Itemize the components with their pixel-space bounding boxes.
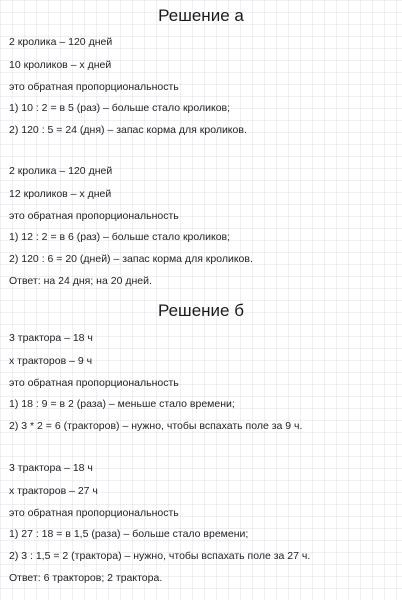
text-line: 1) 10 : 2 = в 5 (раз) – больше стало кроликов; xyxy=(9,102,231,114)
text-line: 2 кролика – 120 дней xyxy=(9,36,113,48)
heading-solution-a: Решение а xyxy=(158,6,244,25)
text-line: это обратная пропорциональность xyxy=(9,81,179,93)
text-line: это обратная пропорциональность xyxy=(9,210,179,222)
text-line: 1) 12 : 2 = в 6 (раз) – больше стало кроликов; xyxy=(9,231,231,243)
text-line: 12 кроликов – x дней xyxy=(9,188,112,200)
heading-solution-b: Решение б xyxy=(158,301,244,320)
text-line: 2) 120 : 6 = 20 (дней) – запас корма для кроликов. xyxy=(9,253,253,265)
text-line: 1) 18 : 9 = в 2 (раза) – меньше стало времени; xyxy=(9,398,235,410)
text-line: 2) 3 : 1,5 = 2 (трактора) – нужно, чтобы вспахать поле за 27 ч. xyxy=(9,550,311,562)
text-line: x тракторов – 9 ч xyxy=(9,355,93,367)
text-line: 2) 3 * 2 = 6 (тракторов) – нужно, чтобы вспахать поле за 9 ч. xyxy=(9,420,303,432)
text-line: 1) 27 : 18 = в 1,5 (раза) – больше стало времени; xyxy=(9,528,249,540)
text-line: x тракторов – 27 ч xyxy=(9,485,98,497)
text-line: 2 кролика – 120 дней xyxy=(9,165,113,177)
answer-line: Ответ: 6 тракторов; 2 трактора. xyxy=(9,572,163,584)
text-line: 3 трактора – 18 ч xyxy=(9,332,93,344)
text-line: 2) 120 : 5 = 24 (дня) – запас корма для кроликов. xyxy=(9,124,247,136)
text-line: это обратная пропорциональность xyxy=(9,507,179,519)
text-line: 10 кроликов – x дней xyxy=(9,59,112,71)
text-line: 3 трактора – 18 ч xyxy=(9,462,93,474)
text-line: это обратная пропорциональность xyxy=(9,377,179,389)
answer-line: Ответ: на 24 дня; на 20 дней. xyxy=(9,275,152,287)
